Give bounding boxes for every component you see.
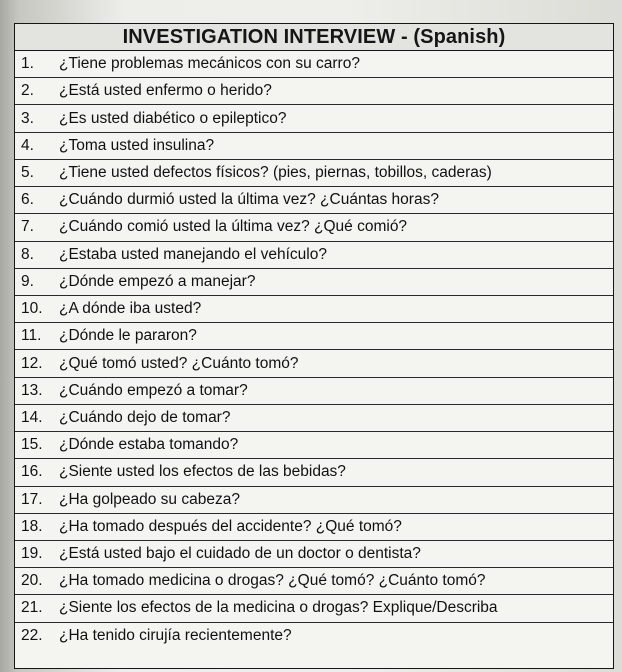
question-row bbox=[15, 51, 613, 78]
question-row bbox=[15, 350, 613, 377]
question-row bbox=[15, 623, 613, 650]
question-number: 6. bbox=[21, 191, 34, 209]
question-text: ¿Toma usted insulina? bbox=[59, 136, 215, 154]
question-row bbox=[15, 187, 613, 214]
question-row bbox=[15, 160, 613, 187]
question-number: 5. bbox=[21, 163, 34, 181]
question-text: ¿Siente usted los efectos de las bebidas? bbox=[59, 463, 346, 481]
question-text: ¿Tiene usted defectos físicos? (pies, piernas, tobillos, caderas) bbox=[59, 163, 492, 181]
question-text: ¿Es usted diabético o epileptico? bbox=[59, 109, 287, 127]
question-row bbox=[15, 487, 613, 514]
question-row bbox=[15, 514, 613, 541]
question-number: 15. bbox=[21, 436, 43, 454]
question-number: 16. bbox=[21, 463, 43, 481]
question-number: 12. bbox=[21, 354, 43, 372]
form-title: INVESTIGATION INTERVIEW - (Spanish) bbox=[15, 24, 613, 51]
question-text: ¿Qué tomó usted? ¿Cuánto tomó? bbox=[59, 354, 299, 372]
question-text: ¿Cuándo dejo de tomar? bbox=[59, 408, 231, 426]
question-text: ¿Tiene problemas mecánicos con su carro? bbox=[59, 55, 360, 73]
question-number: 11. bbox=[21, 327, 42, 345]
question-row bbox=[15, 323, 613, 350]
question-number: 9. bbox=[21, 272, 34, 290]
question-text: ¿Estaba usted manejando el vehículo? bbox=[59, 245, 327, 263]
question-text: ¿Cuándo comió usted la última vez? ¿Qué comió? bbox=[59, 218, 408, 236]
question-row bbox=[15, 459, 613, 486]
question-number: 17. bbox=[21, 490, 43, 508]
question-text: ¿Ha tenido cirujía recientemente? bbox=[59, 627, 292, 645]
question-text: ¿Ha tomado después del accidente? ¿Qué tomó? bbox=[59, 517, 402, 535]
question-row bbox=[15, 78, 613, 105]
question-row bbox=[15, 133, 613, 160]
question-text: ¿Está usted enfermo o herido? bbox=[59, 82, 272, 100]
question-text: ¿Ha golpeado su cabeza? bbox=[59, 490, 240, 508]
question-row bbox=[15, 432, 613, 459]
question-number: 8. bbox=[21, 245, 34, 263]
question-text: ¿Siente los efectos de la medicina o drogas? Explique/Describa bbox=[59, 599, 498, 617]
question-number: 13. bbox=[21, 381, 43, 399]
question-number: 22. bbox=[21, 627, 43, 645]
question-text: ¿Cuándo empezó a tomar? bbox=[59, 381, 248, 399]
question-row bbox=[15, 296, 613, 323]
question-text: ¿Cuándo durmió usted la última vez? ¿Cuántas horas? bbox=[59, 191, 439, 209]
question-text: ¿Dónde empezó a manejar? bbox=[59, 272, 256, 290]
question-text: ¿Está usted bajo el cuidado de un doctor o dentista? bbox=[59, 545, 421, 563]
question-list bbox=[15, 51, 613, 650]
question-text: ¿Dónde estaba tomando? bbox=[59, 436, 239, 454]
question-number: 4. bbox=[21, 136, 34, 154]
question-row bbox=[15, 242, 613, 269]
question-number: 2. bbox=[21, 82, 34, 100]
question-row bbox=[15, 214, 613, 241]
question-row bbox=[15, 378, 613, 405]
question-text: ¿Ha tomado medicina o drogas? ¿Qué tomó? ¿Cuánto tomó? bbox=[59, 572, 486, 590]
question-number: 20. bbox=[21, 572, 43, 590]
question-row bbox=[15, 541, 613, 568]
question-text: ¿A dónde iba usted? bbox=[59, 300, 202, 318]
question-text: ¿Dónde le pararon? bbox=[59, 327, 197, 345]
question-row bbox=[15, 269, 613, 296]
question-number: 7. bbox=[21, 218, 34, 236]
question-number: 18. bbox=[21, 517, 43, 535]
question-number: 14. bbox=[21, 408, 43, 426]
question-number: 21. bbox=[21, 599, 43, 617]
question-number: 10. bbox=[21, 300, 43, 318]
question-row bbox=[15, 568, 613, 595]
interview-form-table bbox=[14, 23, 614, 669]
question-row bbox=[15, 405, 613, 432]
question-number: 1. bbox=[21, 55, 34, 73]
question-row bbox=[15, 105, 613, 132]
question-row bbox=[15, 595, 613, 622]
question-number: 19. bbox=[21, 545, 43, 563]
question-number: 3. bbox=[21, 109, 34, 127]
